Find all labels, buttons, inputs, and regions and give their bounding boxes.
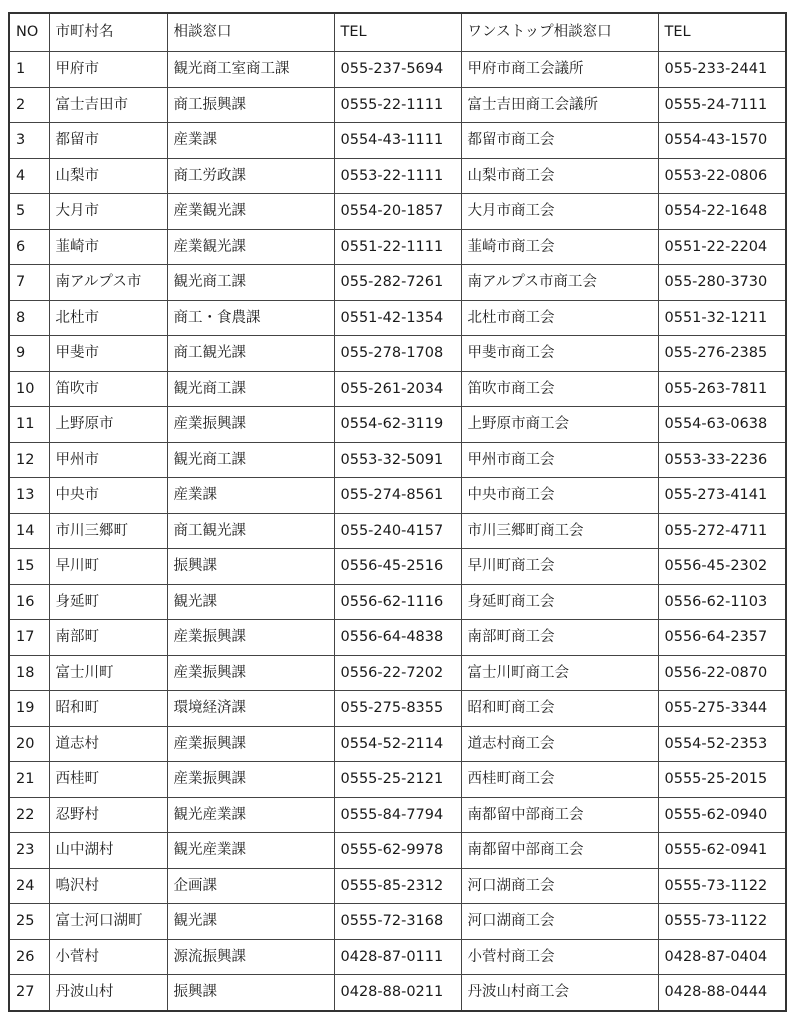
cell-tel: 055-274-8561	[334, 478, 461, 514]
header-no: NO	[9, 13, 49, 52]
table-row	[9, 371, 786, 407]
table-row	[9, 300, 786, 336]
cell-dept: 産業振興課	[167, 655, 334, 691]
cell-dept: 商工観光課	[167, 513, 334, 549]
cell-tel: 0551-22-1111	[334, 229, 461, 265]
cell-city: 富士河口湖町	[49, 904, 167, 940]
cell-dept: 観光商工課	[167, 442, 334, 478]
cell-tel: 0553-32-5091	[334, 442, 461, 478]
cell-onestop: 甲斐市商工会	[461, 336, 658, 372]
cell-onestop: 都留市商工会	[461, 123, 658, 159]
header-onestop-tel: TEL	[658, 13, 786, 52]
cell-onestop: 甲州市商工会	[461, 442, 658, 478]
table-row	[9, 229, 786, 265]
cell-city: 山中湖村	[49, 833, 167, 869]
cell-tel: 0555-72-3168	[334, 904, 461, 940]
cell-tel: 0428-87-0111	[334, 939, 461, 975]
table-row	[9, 868, 786, 904]
cell-no: 20	[9, 726, 49, 762]
cell-onestop-tel: 0555-62-0940	[658, 797, 786, 833]
table-row	[9, 655, 786, 691]
cell-dept: 観光商工室商工課	[167, 52, 334, 88]
cell-onestop-tel: 0551-32-1211	[658, 300, 786, 336]
table-row	[9, 194, 786, 230]
cell-tel: 0556-22-7202	[334, 655, 461, 691]
cell-city: 上野原市	[49, 407, 167, 443]
cell-onestop-tel: 055-275-3344	[658, 691, 786, 727]
cell-onestop: 西桂町商工会	[461, 762, 658, 798]
cell-onestop: 笛吹市商工会	[461, 371, 658, 407]
cell-no: 10	[9, 371, 49, 407]
table-row	[9, 797, 786, 833]
cell-dept: 産業課	[167, 478, 334, 514]
cell-onestop: 河口湖商工会	[461, 904, 658, 940]
cell-city: 鳴沢村	[49, 868, 167, 904]
cell-tel: 055-237-5694	[334, 52, 461, 88]
cell-dept: 観光商工課	[167, 371, 334, 407]
cell-dept: 産業観光課	[167, 229, 334, 265]
cell-tel: 0555-62-9978	[334, 833, 461, 869]
cell-tel: 0553-22-1111	[334, 158, 461, 194]
cell-no: 19	[9, 691, 49, 727]
cell-onestop-tel: 055-276-2385	[658, 336, 786, 372]
cell-onestop: 大月市商工会	[461, 194, 658, 230]
cell-dept: 観光商工課	[167, 265, 334, 301]
cell-no: 18	[9, 655, 49, 691]
cell-onestop-tel: 0554-22-1648	[658, 194, 786, 230]
cell-dept: 産業振興課	[167, 726, 334, 762]
cell-no: 27	[9, 975, 49, 1011]
cell-no: 1	[9, 52, 49, 88]
cell-city: 市川三郷町	[49, 513, 167, 549]
table-row	[9, 336, 786, 372]
cell-dept: 商工労政課	[167, 158, 334, 194]
table-row	[9, 726, 786, 762]
table-row	[9, 939, 786, 975]
cell-city: 甲府市	[49, 52, 167, 88]
cell-onestop-tel: 0554-43-1570	[658, 123, 786, 159]
cell-onestop-tel: 055-263-7811	[658, 371, 786, 407]
cell-dept: 商工振興課	[167, 87, 334, 123]
cell-onestop-tel: 055-272-4711	[658, 513, 786, 549]
table-row	[9, 407, 786, 443]
header-onestop: ワンストップ相談窓口	[461, 13, 658, 52]
cell-onestop-tel: 0555-62-0941	[658, 833, 786, 869]
cell-onestop-tel: 0553-22-0806	[658, 158, 786, 194]
cell-dept: 源流振興課	[167, 939, 334, 975]
cell-no: 17	[9, 620, 49, 656]
cell-tel: 0428-88-0211	[334, 975, 461, 1011]
cell-onestop: 市川三郷町商工会	[461, 513, 658, 549]
table-row	[9, 513, 786, 549]
cell-city: 大月市	[49, 194, 167, 230]
cell-onestop-tel: 0428-87-0404	[658, 939, 786, 975]
table-row	[9, 833, 786, 869]
cell-dept: 産業振興課	[167, 620, 334, 656]
cell-city: 早川町	[49, 549, 167, 585]
cell-no: 15	[9, 549, 49, 585]
cell-no: 3	[9, 123, 49, 159]
cell-dept: 振興課	[167, 549, 334, 585]
cell-city: 中央市	[49, 478, 167, 514]
cell-dept: 産業振興課	[167, 762, 334, 798]
table-row	[9, 52, 786, 88]
cell-city: 北杜市	[49, 300, 167, 336]
cell-dept: 観光産業課	[167, 833, 334, 869]
header-dept: 相談窓口	[167, 13, 334, 52]
table-row	[9, 584, 786, 620]
cell-tel: 0551-42-1354	[334, 300, 461, 336]
cell-dept: 観光産業課	[167, 797, 334, 833]
cell-city: 山梨市	[49, 158, 167, 194]
cell-city: 忍野村	[49, 797, 167, 833]
table-row	[9, 123, 786, 159]
cell-no: 22	[9, 797, 49, 833]
cell-no: 24	[9, 868, 49, 904]
cell-tel: 055-261-2034	[334, 371, 461, 407]
cell-no: 9	[9, 336, 49, 372]
cell-tel: 055-282-7261	[334, 265, 461, 301]
cell-onestop: 河口湖商工会	[461, 868, 658, 904]
table-row	[9, 904, 786, 940]
cell-onestop-tel: 0428-88-0444	[658, 975, 786, 1011]
cell-city: 小菅村	[49, 939, 167, 975]
table-row	[9, 691, 786, 727]
cell-no: 21	[9, 762, 49, 798]
cell-no: 25	[9, 904, 49, 940]
cell-no: 11	[9, 407, 49, 443]
cell-dept: 産業振興課	[167, 407, 334, 443]
header-row	[9, 13, 786, 52]
header-city: 市町村名	[49, 13, 167, 52]
header-tel: TEL	[334, 13, 461, 52]
cell-tel: 0554-52-2114	[334, 726, 461, 762]
cell-city: 韮崎市	[49, 229, 167, 265]
cell-onestop: 南アルプス市商工会	[461, 265, 658, 301]
cell-dept: 観光課	[167, 584, 334, 620]
cell-onestop-tel: 0555-73-1122	[658, 904, 786, 940]
cell-onestop: 中央市商工会	[461, 478, 658, 514]
cell-city: 富士川町	[49, 655, 167, 691]
cell-tel: 0556-64-4838	[334, 620, 461, 656]
cell-no: 2	[9, 87, 49, 123]
cell-onestop-tel: 0555-25-2015	[658, 762, 786, 798]
cell-tel: 0555-22-1111	[334, 87, 461, 123]
table-row	[9, 442, 786, 478]
cell-city: 南アルプス市	[49, 265, 167, 301]
table-header	[9, 13, 786, 52]
cell-onestop-tel: 0556-22-0870	[658, 655, 786, 691]
cell-onestop-tel: 0556-45-2302	[658, 549, 786, 585]
cell-onestop: 丹波山村商工会	[461, 975, 658, 1011]
cell-dept: 企画課	[167, 868, 334, 904]
table-row	[9, 265, 786, 301]
cell-tel: 055-240-4157	[334, 513, 461, 549]
cell-onestop-tel: 0554-63-0638	[658, 407, 786, 443]
table-row	[9, 478, 786, 514]
cell-onestop: 南都留中部商工会	[461, 797, 658, 833]
cell-tel: 0554-43-1111	[334, 123, 461, 159]
cell-no: 16	[9, 584, 49, 620]
cell-onestop-tel: 055-233-2441	[658, 52, 786, 88]
cell-onestop: 北杜市商工会	[461, 300, 658, 336]
consultation-table-container	[8, 12, 785, 1012]
cell-no: 26	[9, 939, 49, 975]
cell-onestop-tel: 055-280-3730	[658, 265, 786, 301]
cell-dept: 環境経済課	[167, 691, 334, 727]
cell-onestop: 上野原市商工会	[461, 407, 658, 443]
consultation-contact-table	[8, 12, 787, 1012]
cell-onestop: 甲府市商工会議所	[461, 52, 658, 88]
cell-onestop: 早川町商工会	[461, 549, 658, 585]
cell-tel: 0556-45-2516	[334, 549, 461, 585]
cell-dept: 振興課	[167, 975, 334, 1011]
cell-city: 甲斐市	[49, 336, 167, 372]
cell-city: 身延町	[49, 584, 167, 620]
cell-tel: 0556-62-1116	[334, 584, 461, 620]
cell-onestop: 南都留中部商工会	[461, 833, 658, 869]
cell-no: 8	[9, 300, 49, 336]
cell-onestop-tel: 0554-52-2353	[658, 726, 786, 762]
cell-onestop: 富士川町商工会	[461, 655, 658, 691]
cell-onestop-tel: 0556-62-1103	[658, 584, 786, 620]
cell-onestop: 道志村商工会	[461, 726, 658, 762]
cell-onestop: 昭和町商工会	[461, 691, 658, 727]
cell-city: 都留市	[49, 123, 167, 159]
cell-no: 7	[9, 265, 49, 301]
cell-onestop: 韮崎市商工会	[461, 229, 658, 265]
cell-onestop: 富士吉田商工会議所	[461, 87, 658, 123]
cell-no: 13	[9, 478, 49, 514]
cell-onestop-tel: 0555-24-7111	[658, 87, 786, 123]
cell-tel: 055-275-8355	[334, 691, 461, 727]
table-row	[9, 87, 786, 123]
cell-no: 6	[9, 229, 49, 265]
table-row	[9, 549, 786, 585]
cell-onestop: 南部町商工会	[461, 620, 658, 656]
table-row	[9, 158, 786, 194]
cell-dept: 産業観光課	[167, 194, 334, 230]
table-row	[9, 762, 786, 798]
cell-no: 14	[9, 513, 49, 549]
cell-dept: 観光課	[167, 904, 334, 940]
cell-no: 23	[9, 833, 49, 869]
cell-dept: 商工・食農課	[167, 300, 334, 336]
cell-dept: 商工観光課	[167, 336, 334, 372]
cell-city: 昭和町	[49, 691, 167, 727]
cell-tel: 0555-25-2121	[334, 762, 461, 798]
table-row	[9, 620, 786, 656]
cell-city: 富士吉田市	[49, 87, 167, 123]
cell-no: 4	[9, 158, 49, 194]
cell-tel: 0554-20-1857	[334, 194, 461, 230]
cell-city: 西桂町	[49, 762, 167, 798]
cell-onestop-tel: 0556-64-2357	[658, 620, 786, 656]
cell-tel: 055-278-1708	[334, 336, 461, 372]
cell-tel: 0554-62-3119	[334, 407, 461, 443]
cell-onestop-tel: 055-273-4141	[658, 478, 786, 514]
cell-no: 5	[9, 194, 49, 230]
cell-onestop-tel: 0551-22-2204	[658, 229, 786, 265]
cell-city: 南部町	[49, 620, 167, 656]
table-body	[9, 52, 786, 1011]
table-row	[9, 975, 786, 1011]
cell-onestop-tel: 0553-33-2236	[658, 442, 786, 478]
cell-tel: 0555-85-2312	[334, 868, 461, 904]
cell-onestop: 身延町商工会	[461, 584, 658, 620]
cell-city: 丹波山村	[49, 975, 167, 1011]
cell-city: 道志村	[49, 726, 167, 762]
cell-city: 甲州市	[49, 442, 167, 478]
cell-no: 12	[9, 442, 49, 478]
cell-onestop: 小菅村商工会	[461, 939, 658, 975]
cell-dept: 産業課	[167, 123, 334, 159]
cell-onestop: 山梨市商工会	[461, 158, 658, 194]
cell-onestop-tel: 0555-73-1122	[658, 868, 786, 904]
cell-city: 笛吹市	[49, 371, 167, 407]
cell-tel: 0555-84-7794	[334, 797, 461, 833]
